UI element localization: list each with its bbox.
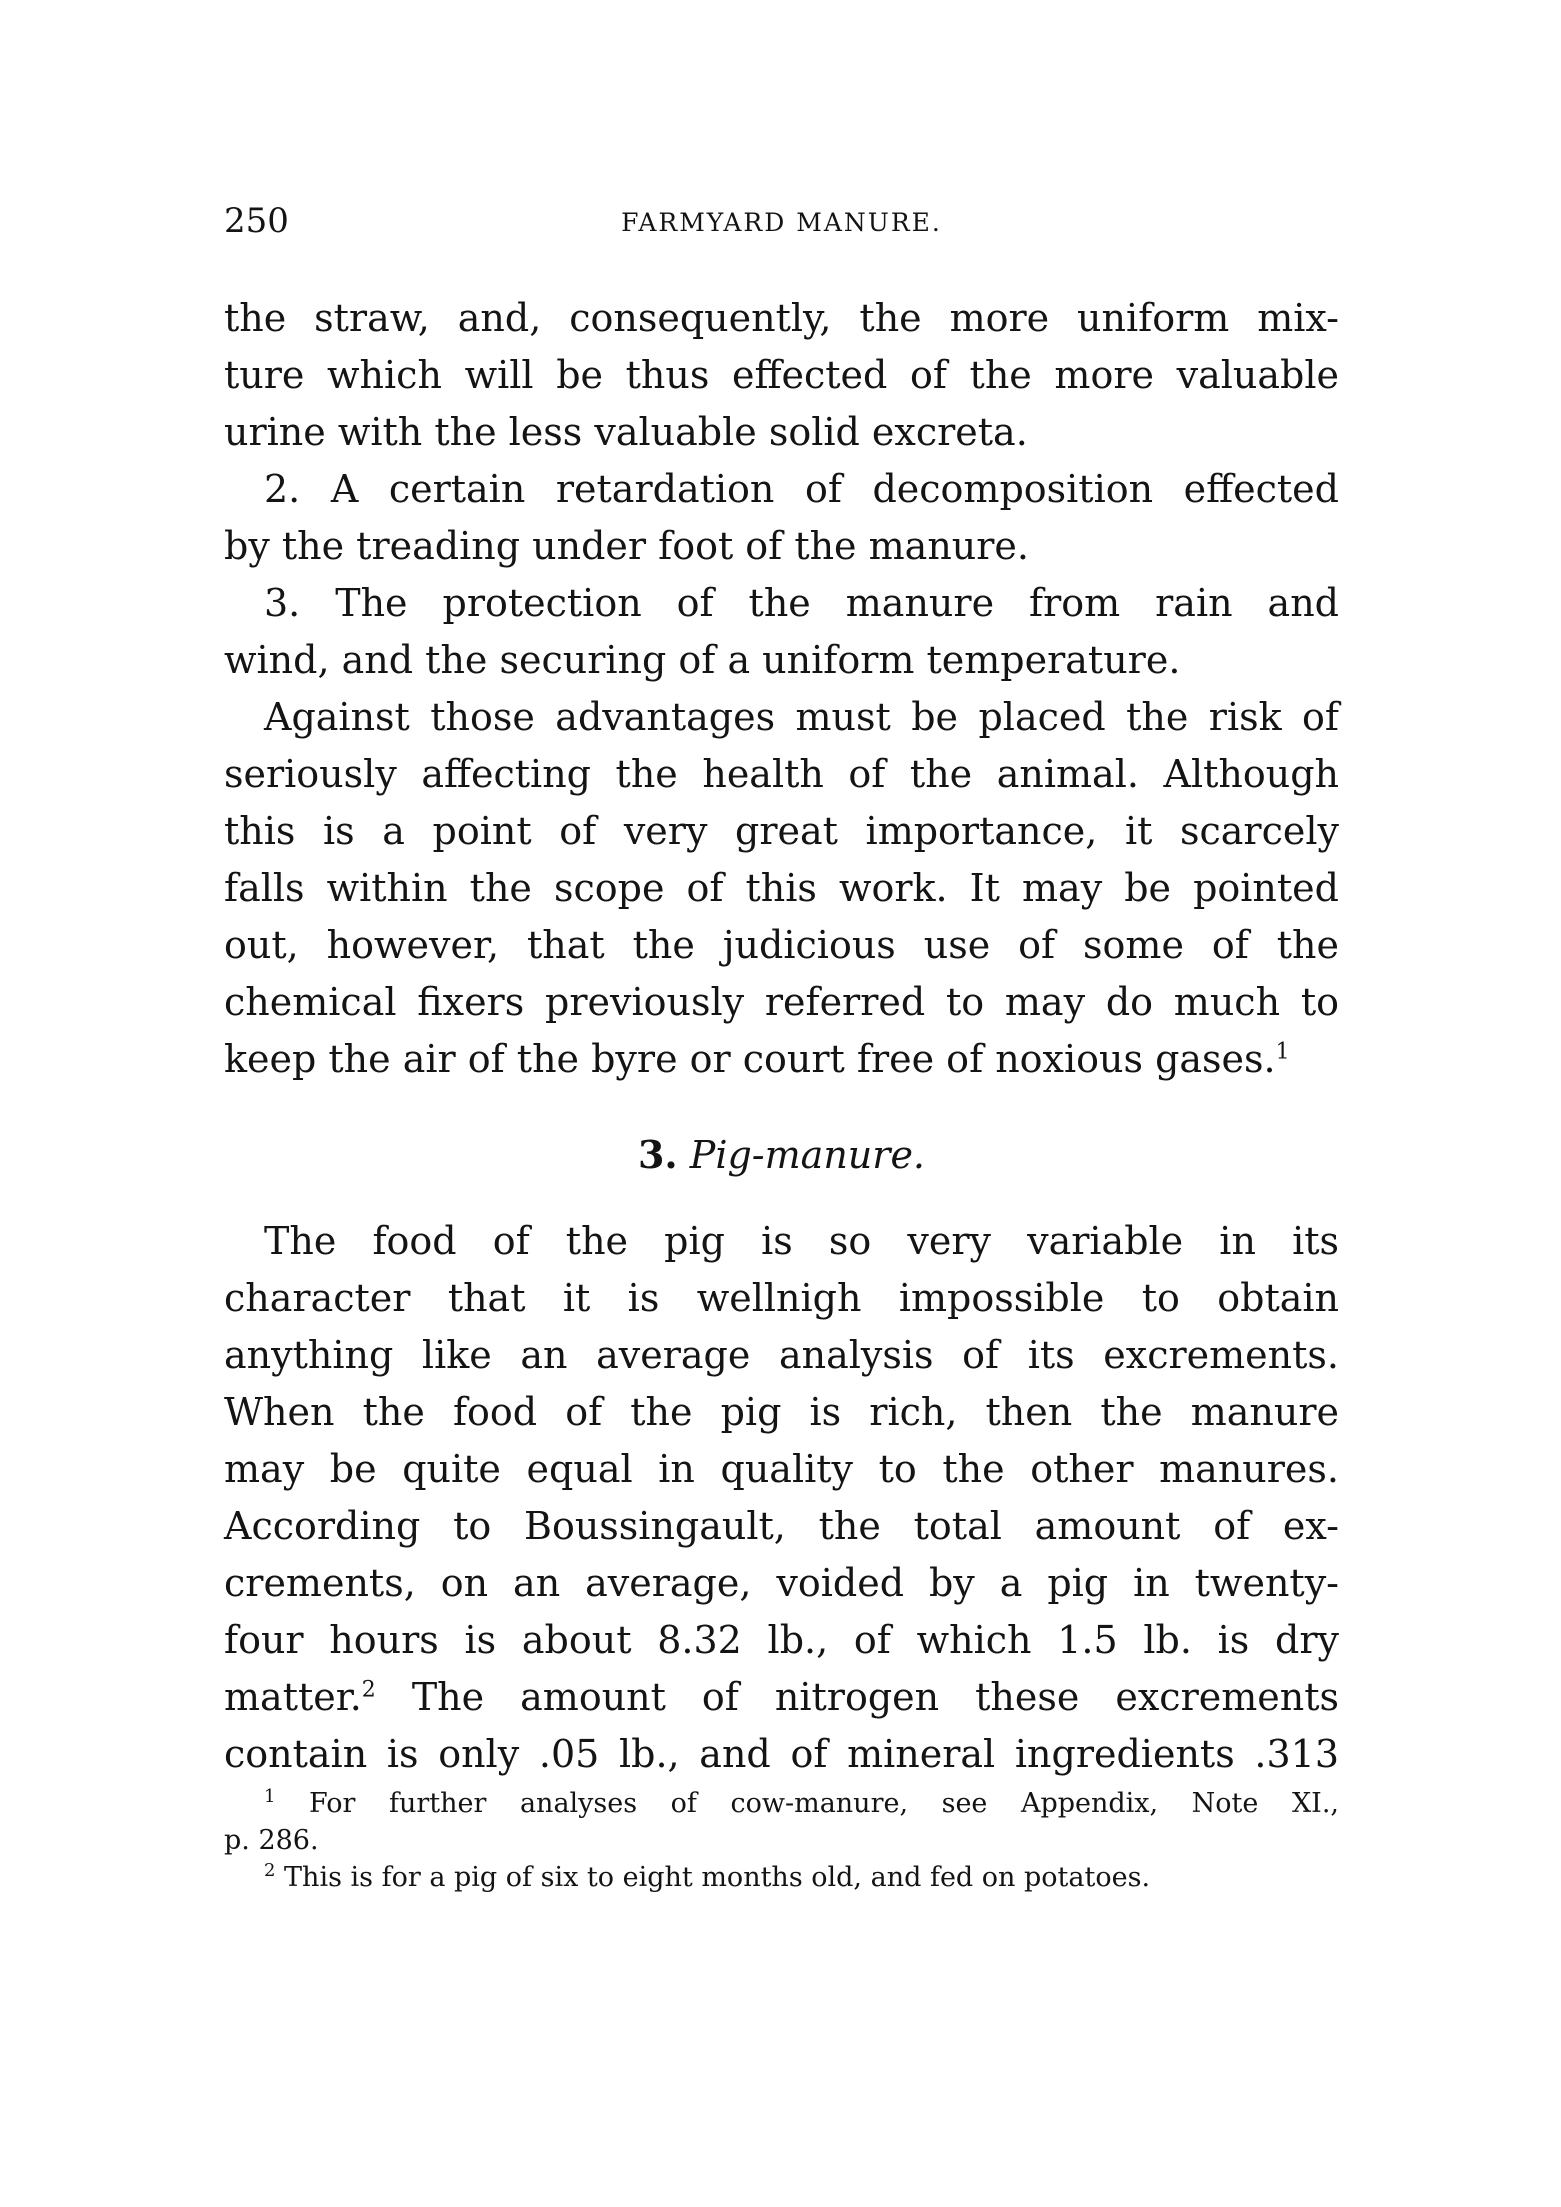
text-line bbox=[224, 1031, 1339, 1088]
text-line bbox=[224, 1555, 1339, 1612]
line-text: keep the air of the byre or court free of noxious gases. bbox=[224, 1037, 1276, 1081]
line-text: urine with the less valuable solid excreta. bbox=[224, 410, 1028, 454]
text-line bbox=[224, 518, 1339, 575]
body-text-bottom bbox=[224, 1213, 1339, 1783]
text-line bbox=[224, 1669, 1339, 1726]
line-text-continued: The amount of nitrogen these excrements bbox=[411, 1675, 1339, 1719]
footnote-marker: 1 bbox=[264, 1786, 276, 1807]
text-line bbox=[224, 689, 1339, 746]
text-line bbox=[224, 1327, 1339, 1384]
text-line bbox=[224, 917, 1339, 974]
text-line bbox=[224, 974, 1339, 1031]
line-text: 3. The protection of the manure from rain and bbox=[264, 581, 1339, 625]
text-line bbox=[224, 1441, 1339, 1498]
text-line bbox=[224, 347, 1339, 404]
line-text: p. 286. bbox=[224, 1825, 319, 1856]
running-head bbox=[224, 196, 1339, 246]
text-line bbox=[224, 461, 1339, 518]
footnote-line bbox=[224, 1822, 1339, 1859]
line-text: falls within the scope of this work. It may be pointed bbox=[224, 866, 1339, 910]
section-number: 3. bbox=[637, 1132, 678, 1177]
line-text: When the food of the pig is rich, then the manure bbox=[224, 1390, 1339, 1434]
line-text: For further analyses of cow-manure, see Appendix, Note XI., bbox=[309, 1788, 1339, 1819]
line-text: Against those advantages must be placed the risk of bbox=[264, 695, 1339, 739]
line-text: crements, on an average, voided by a pig in twenty- bbox=[224, 1561, 1339, 1605]
body-text-top bbox=[224, 290, 1339, 1088]
line-text: The food of the pig is so very variable in its bbox=[264, 1219, 1339, 1263]
section-title: Pig-manure. bbox=[689, 1133, 926, 1177]
text-line bbox=[224, 1726, 1339, 1783]
text-line bbox=[224, 1270, 1339, 1327]
text-line bbox=[224, 1384, 1339, 1441]
text-line bbox=[224, 404, 1339, 461]
line-text: anything like an average analysis of its excrements. bbox=[224, 1333, 1339, 1377]
text-line bbox=[224, 860, 1339, 917]
line-text: This is for a pig of six to eight months old, and fed on potatoes. bbox=[284, 1862, 1151, 1893]
line-text: 2. A certain retardation of decomposition effected bbox=[264, 467, 1339, 511]
line-text: wind, and the securing of a uniform temperature. bbox=[224, 638, 1181, 682]
line-text: the straw, and, consequently, the more uniform mix- bbox=[224, 296, 1339, 340]
line-text: may be quite equal in quality to the other manures. bbox=[224, 1447, 1339, 1491]
line-text: this is a point of very great importance, it scarcely bbox=[224, 809, 1339, 853]
line-text: four hours is about 8.32 lb., of which 1.5 lb. is dry bbox=[224, 1618, 1339, 1662]
section-heading bbox=[224, 1126, 1339, 1184]
line-text: matter. bbox=[224, 1675, 362, 1719]
line-text: ture which will be thus effected of the more valuable bbox=[224, 353, 1339, 397]
footnote-reference: 2 bbox=[361, 1677, 376, 1703]
text-line bbox=[224, 746, 1339, 803]
line-text: contain is only .05 lb., and of mineral ingredients .313 bbox=[224, 1732, 1339, 1776]
footnote-line bbox=[224, 1785, 1339, 1822]
text-line bbox=[224, 290, 1339, 347]
running-title: FARMYARD MANURE. bbox=[621, 208, 942, 237]
text-line bbox=[224, 1612, 1339, 1669]
line-text: by the treading under foot of the manure. bbox=[224, 524, 1029, 568]
line-text: character that it is wellnigh impossible to obtain bbox=[224, 1276, 1339, 1320]
line-text: seriously affecting the health of the animal. Although bbox=[224, 752, 1339, 796]
line-text: According to Boussingault, the total amount of ex- bbox=[224, 1504, 1339, 1548]
footnote-marker: 2 bbox=[264, 1860, 276, 1881]
line-text: out, however, that the judicious use of some of the bbox=[224, 923, 1339, 967]
text-line bbox=[224, 575, 1339, 632]
footnotes bbox=[224, 1785, 1339, 1896]
line-text: chemical fixers previously referred to may do much to bbox=[224, 980, 1339, 1024]
text-line bbox=[224, 1498, 1339, 1555]
text-line bbox=[224, 1213, 1339, 1270]
text-line bbox=[224, 803, 1339, 860]
footnote-line bbox=[224, 1859, 1339, 1896]
page-number: 250 bbox=[224, 201, 289, 241]
text-line bbox=[224, 632, 1339, 689]
footnote-reference: 1 bbox=[1275, 1039, 1290, 1065]
